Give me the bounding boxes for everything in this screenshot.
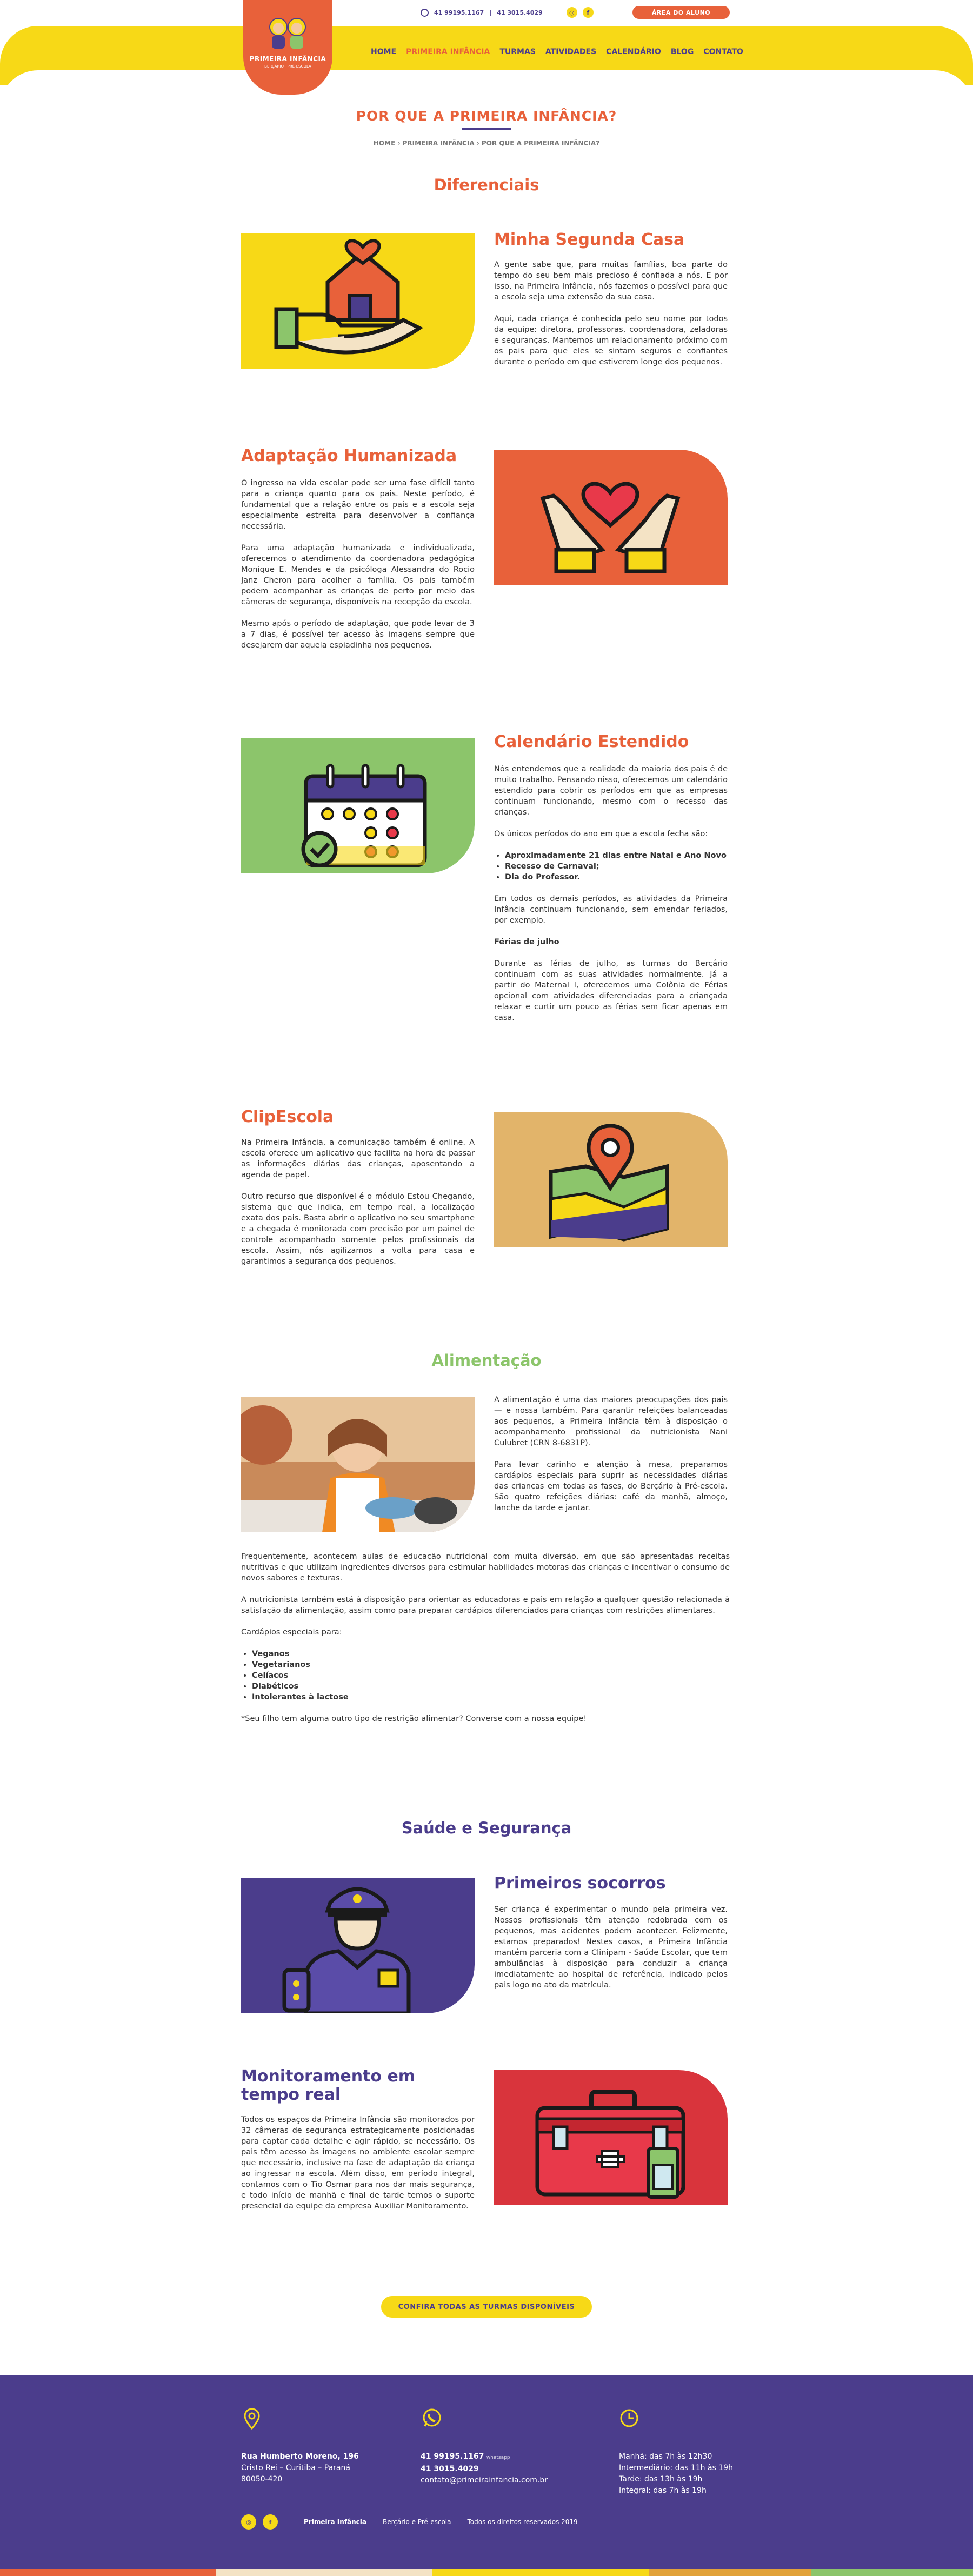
clip-p1: Na Primeira Infância, a comunicação também é online. A escola oferece um aplicativo que facilita na hora de passar as informações diárias das crianças, aposentando a agenda de papel.: [241, 1138, 475, 1179]
clip-title: ClipEscola: [241, 1107, 334, 1126]
nav-calendario[interactable]: CALENDÁRIO: [606, 48, 661, 56]
hands-heart-illustration: [494, 450, 728, 585]
footer-sep: –: [372, 2518, 376, 2526]
alim-w2: A nutricionista também está à disposição para orientar as educadoras e pais em relação a qualquer questão relacionada à satisfação da alimentação, assim como para preparar cardápios diferenciados para crianças com restrições alimentares.: [241, 1596, 730, 1615]
clip-text: [241, 1137, 475, 1278]
socorros-p1: Ser criança é experimentar o mundo pela primeira vez. Nossos profissionais têm atenção redobrada com os pequenos, mas acidentes podem acontecer. Felizmente, estamos preparados! Nestes casos, a Primeira Infância mantém parceria com a Clinipam - Saúde Escolar, que tem ambulâncias à disposição para conduzir a criança imediatamente ao hospital de referência, indicado pelos pais logo no ato da matrícula.: [494, 1905, 728, 1990]
socorros-text: [494, 1904, 728, 2001]
casa-text: [494, 259, 728, 378]
list-item: • Vegetarianos: [252, 1659, 730, 1670]
footer-instagram-icon[interactable]: ◎: [241, 2514, 256, 2530]
closed-periods-list: [505, 850, 728, 883]
adaptacao-p2: Para uma adaptação humanizada e individualizada, oferecemos o atendimento da coordenadora pedagógica Monique E. Mendes e da psicóloga Alessandra do Rocio Janz Cheron para acolher a família. Os pais também podem acompanhar as crianças de perto por meio das câmeras de segurança, disponíveis na recepção da escola.: [241, 544, 475, 606]
clip-p2: Outro recurso que disponível é o módulo Estou Chegando, sistema que que indica, em tempo real, a localização exata dos pais. Basta abrir o aplicativo no seu smartphone e a chegada é monitorada com precisão por um painel de controle acompanhado somente pelos profissionais da escola. Assim, nós agilizamos a volta para casa e garantimos a segurança dos pequenos.: [241, 1192, 475, 1266]
logo-title: PRIMEIRA INFÂNCIA: [249, 55, 326, 63]
map-pin-illustration: [494, 1112, 728, 1247]
footer-hours: [619, 2451, 733, 2497]
ferias-subtitle: Férias de julho: [494, 938, 559, 946]
color-strip: [432, 2569, 649, 2576]
logo-kids-icon: [262, 14, 314, 52]
first-aid-kit-illustration: [494, 2070, 728, 2205]
alim-p1: A alimentação é uma das maiores preocupações dos pais — e nossa também. Para garantir refeições balanceadas aos pequenos, a Primeira Infância têm à disposição o acompanhamento profissional da nutricionista Nani Culubret (CRN 8-6831P).: [494, 1396, 728, 1447]
whatsapp-footer-icon: [422, 2408, 442, 2428]
hours-full: Integral: das 7h às 19h: [619, 2486, 707, 2495]
hours-morning: Manhã: das 7h às 12h30: [619, 2452, 712, 2461]
footer-tagline: Berçário e Pré-escola: [382, 2518, 451, 2526]
alim-w3: Cardápios especiais para:: [241, 1628, 342, 1637]
list-item: • Dia do Professor.: [505, 872, 728, 883]
phone-separator: |: [489, 9, 492, 16]
monitor-text: [241, 2114, 475, 2223]
casa-p2: Aqui, cada criança é conhecida pelo seu nome por todos da equipe: diretora, professoras, coordenadora, zeladoras e seguranças. Mantemos um relacionamento próximo com os pais para que eles se sintam seguros e confiantes durante o período em que estiverem longe dos pequenos.: [494, 315, 728, 366]
child-eating-photo: [241, 1397, 475, 1532]
alim-p2: Para levar carinho e atenção à mesa, preparamos cardápios especiais para suprir as necessidades diárias das crianças em todas as fases, do Berçário à Pré-escola. São quatro refeições diárias: café da manhã, almoço, lanche da tarde e jantar.: [494, 1460, 728, 1512]
header-white-curve: [0, 70, 973, 114]
list-item: • Diabéticos: [252, 1681, 730, 1692]
clock-icon: [619, 2408, 639, 2428]
nav-atividades[interactable]: ATIVIDADES: [545, 48, 597, 56]
list-item: • Veganos: [252, 1649, 730, 1659]
security-guard-illustration: [241, 1878, 475, 2013]
hours-intermediate: Intermediário: das 11h às 19h: [619, 2464, 733, 2472]
list-item: • Recesso de Carnaval;: [505, 861, 728, 872]
address-zip: 80050-420: [241, 2475, 283, 2484]
footer-brand: Primeira Infância: [304, 2518, 366, 2526]
footer-address: [241, 2451, 359, 2485]
footer-phone-landline[interactable]: 41 3015.4029: [421, 2465, 479, 2473]
page-title: POR QUE A PRIMEIRA INFÂNCIA?: [356, 108, 617, 124]
logo-subtitle: BERÇÁRIO · PRÉ-ESCOLA: [264, 64, 311, 69]
nav-home[interactable]: HOME: [371, 48, 397, 56]
footer-rights: Todos os direitos reservados 2019: [467, 2518, 578, 2526]
nav-blog[interactable]: BLOG: [670, 48, 694, 56]
address-district: Cristo Rei – Curitiba – Paraná: [241, 2464, 350, 2472]
color-strip: [811, 2569, 973, 2576]
adaptacao-p1: O ingresso na vida escolar pode ser uma fase difícil tanto para a criança quanto para os pais. Neste período, é fundamental que a relação entre os pais e a escola seja especialmente estreita para desenvolver a confiança necessária.: [241, 479, 475, 531]
adaptacao-title: Adaptação Humanizada: [241, 446, 457, 465]
house-hand-illustration: [241, 233, 475, 369]
monitor-p1: Todos os espaços da Primeira Infância são monitorados por 32 câmeras de segurança estrategicamente posicionadas para captar cada detalhe e agir rápido, se necessário. Os pais têm acesso às imagens no ambiente escolar sempre que necessário, inclusive na fase de adaptação da criança ao ingressar na escola. Além disso, em período integral, contamos com o Tio Osmar para nos dar mais segurança, e todo início de manhã e final de tarde temos o suporte presencial da equipe da empresa Auxiliar Monitoramento.: [241, 2115, 475, 2211]
whatsapp-icon: [421, 9, 429, 17]
phone-whatsapp[interactable]: 41 99195.1167: [434, 9, 484, 16]
phone-landline[interactable]: 41 3015.4029: [497, 9, 543, 16]
facebook-icon[interactable]: f: [583, 7, 594, 18]
section-diferenciais-heading: Diferenciais: [434, 176, 539, 194]
footer-email[interactable]: contato@primeirainfancia.com.br: [421, 2476, 548, 2485]
logo[interactable]: [243, 0, 332, 95]
adaptacao-p3: Mesmo após o período de adaptação, que pode levar de 3 a 7 dias, é possível ter acesso às imagens sempre que desejarem dar aquela espiadinha nos pequenos.: [241, 619, 475, 650]
whatsapp-tag: whatsapp: [486, 2455, 510, 2460]
socorros-title: Primeiros socorros: [494, 1874, 666, 1893]
main-nav: [371, 48, 743, 56]
nav-turmas[interactable]: TURMAS: [499, 48, 536, 56]
footer-bottom: [241, 2514, 578, 2530]
nav-primeira-infancia[interactable]: PRIMEIRA INFÂNCIA: [406, 48, 490, 56]
breadcrumb[interactable]: HOME › PRIMEIRA INFÂNCIA › POR QUE A PRIMEIRA INFÂNCIA?: [373, 139, 600, 147]
list-item: • Intolerantes à lactose: [252, 1692, 730, 1703]
calendario-text: [494, 764, 728, 1034]
alim-w1: Frequentemente, acontecem aulas de educação nutricional com muita diversão, em que são apresentadas receitas nutritivas e que utilizam ingredientes diversos para estimular habilidades motoras das crianças e incentivar o consumo de novos sabores e texturas.: [241, 1552, 730, 1583]
monitor-title-line1: Monitoramento em: [241, 2067, 416, 2086]
adaptacao-text: [241, 478, 475, 662]
section-alimentacao-heading: Alimentação: [431, 1351, 542, 1370]
color-strip: [649, 2569, 811, 2576]
see-all-classes-button[interactable]: CONFIRA TODAS AS TURMAS DISPONÍVEIS: [381, 2296, 592, 2318]
nav-contato[interactable]: CONTATO: [703, 48, 743, 56]
student-area-button[interactable]: ÁREA DO ALUNO: [632, 6, 730, 19]
footer-sep: –: [457, 2518, 461, 2526]
alimentacao-text: [494, 1394, 728, 1524]
color-strip: [216, 2569, 432, 2576]
calendario-title: Calendário Estendido: [494, 732, 689, 751]
location-pin-icon: [243, 2408, 261, 2430]
calendario-p3: Em todos os demais períodos, as atividades da Primeira Infância continuam funcionando, sem emendar feriados, por exemplo.: [494, 895, 728, 925]
calendar-illustration: [241, 738, 475, 873]
calendario-p2: Os únicos períodos do ano em que a escola fecha são:: [494, 830, 708, 838]
calendario-p1: Nós entendemos que a realidade da maioria dos pais é de muito trabalho. Pensando nisso, oferecemos um calendário estendido para cobrir os períodos em que as empresas continuam funcionando, mesmo com o recesso das crianças.: [494, 765, 728, 817]
top-contact-bar: [421, 7, 594, 18]
footer-facebook-icon[interactable]: f: [263, 2514, 278, 2530]
casa-title: Minha Segunda Casa: [494, 230, 685, 249]
title-underline: [462, 128, 511, 130]
hours-afternoon: Tarde: das 13h às 19h: [619, 2475, 703, 2484]
color-strip: [0, 2569, 216, 2576]
footer-contact: [421, 2451, 548, 2486]
alim-w4: *Seu filho tem alguma outro tipo de restrição alimentar? Converse com a nossa equipe!: [241, 1714, 587, 1723]
calendario-p4: Durante as férias de julho, as turmas do Berçário continuam com as suas atividades normalmente. Já a partir do Maternal I, oferecemos uma Colônia de Férias opcional com atividades diferenciadas para a criançada relaxar e curtir um pouco as férias sem ficar apenas em casa.: [494, 959, 728, 1022]
list-item: • Aproximadamente 21 dias entre Natal e Ano Novo: [505, 850, 728, 861]
casa-p1: A gente sabe que, para muitas famílias, boa parte do tempo do seu bem mais precioso é confiada a nós. E por isso, na Primeira Infância, nós fazemos o possível para que a escola seja uma extensão da sua casa.: [494, 261, 728, 302]
section-saude-heading: Saúde e Segurança: [401, 1819, 572, 1837]
special-menus-list: [252, 1649, 730, 1703]
monitor-title: [241, 2067, 415, 2104]
list-item: • Celíacos: [252, 1670, 730, 1681]
alimentacao-wide-text: [241, 1551, 730, 1735]
footer-phone-whatsapp[interactable]: 41 99195.1167: [421, 2452, 484, 2461]
address-street: Rua Humberto Moreno, 196: [241, 2452, 359, 2461]
instagram-icon[interactable]: ◎: [567, 7, 577, 18]
monitor-title-line2: tempo real: [241, 2085, 341, 2104]
